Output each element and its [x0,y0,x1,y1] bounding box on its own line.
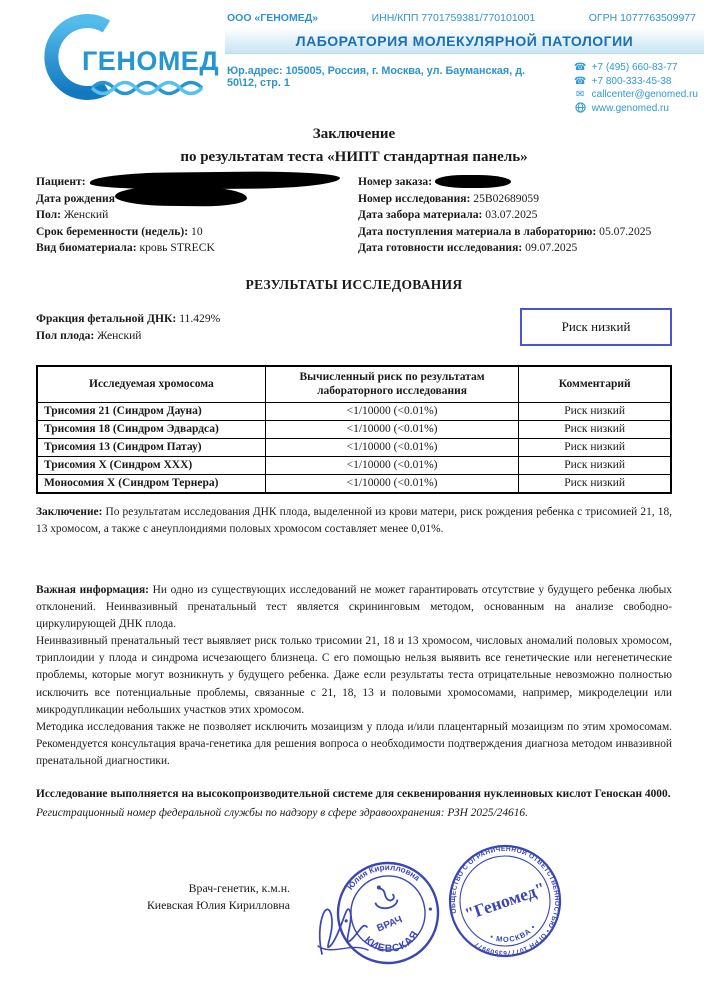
field-value: Женский [63,208,109,222]
doctor-title: Врач-генетик, к.м.н. [188,881,290,896]
study-number-line [358,191,672,208]
company-stamp-outer-text: ОБЩЕСТВО С ОГРАНИЧЕННОЙ ОТВЕТСТВЕННОСТЬЮ • ОГРН 1077763509977 [449,846,561,957]
doctor-signature-block [110,880,290,914]
legal-address: Юр.адрес: 105005, Россия, г. Москва, ул. Бауманская, д. 50\12, стр. 1 [227,65,526,89]
comment-cell: Риск низкий [519,420,671,438]
field-value: 05.07.2025 [599,224,652,238]
fetal-fraction-block [36,311,672,353]
company-name: ООО «ГЕНОМЕД» [227,12,319,24]
equipment-statement: Исследование выполняется на высокопроизводительной системе для секвенирования нуклеиновых кислот Геноскан 4000. [36,788,671,801]
contact-website [574,102,698,117]
header-top-row [225,12,704,28]
registration-number: Регистрационный номер федеральной службы по надзору в сфере здравоохранения: РЗН 2025/24616. [36,807,528,820]
globe-icon [574,102,587,117]
contact-email [574,88,698,102]
important-info-paragraph-2: Неинвазивный пренатальный тест выявляет риск только трисомии 21, 18 и 13 хромосом, числовых аномалий половых хромосом, триплоидии у плода и синдрома исчезающего близнеца. С его помощью нельзя выявить все генетические или негенетические проблемы, которые могут возникнуть у будущего ребенка. Даже если результаты теста отрицательные невозможно полностью исключить все потенциальные проблемы, связанные с 21, 18, 13 и половыми хромосомами, например, микроделеции или микродупликации небольших участков этих хромосом. [36,635,672,716]
received-date-line [358,224,672,241]
doctor-stamp-name-text: Юлия Кирилловна [345,863,422,892]
field-label: Срок беременности (недель): [36,224,189,238]
ogrn: ОГРН 1077763509977 [588,12,696,24]
field-label: Пациент: [36,175,86,188]
biomaterial-line [36,240,358,257]
contact-text: callcenter@genomed.ru [591,89,698,100]
table-row [37,402,671,420]
inn-kpp: ИНН/КПП 7701759381/770101001 [371,12,536,24]
field-value: 03.07.2025 [485,208,538,222]
patient-info-right [358,174,672,257]
column-header-chromosome: Исследуемая хромосома [37,366,265,402]
chromosome-cell: Трисомия X (Синдром XXX) [37,456,265,474]
table-header-row [37,366,671,402]
company-stamp-city-text: • МОСКВА • [488,922,538,945]
important-info-paragraph-1 [36,582,672,633]
document-title: Заключение [312,126,396,142]
redaction-order-number [435,175,511,188]
field-value: кровь STRECK [139,241,215,255]
chromosome-cell: Моносомия X (Синдром Тернера) [37,474,265,493]
contact-text: +7 (495) 660-83-77 [591,62,678,73]
doctor-stamp-vrach-text: ВРАЧ [375,914,405,935]
field-label: Дата поступления материала в лабораторию: [358,224,597,238]
header-bottom-row [225,54,704,116]
conclusion-paragraph [36,504,672,538]
risk-cell: <1/10000 (<0.01%) [265,420,519,438]
order-number-line [358,174,672,191]
field-value: 11.429% [179,311,221,325]
chromosome-cell: Трисомия 18 (Синдром Эдвардса) [37,420,265,438]
document-subtitle: по результатам теста «НИПТ стандартная панель» [180,149,528,165]
field-label: Дата готовности исследования: [358,241,523,255]
chromosome-cell: Трисомия 21 (Синдром Дауна) [37,402,265,420]
doctor-name: Киевская Юлия Кирилловна [146,898,290,913]
important-info-paragraph-3: Методика исследования также не позволяет исключить мозаицизм у плода и/или плацентарный мозаицизм по этим хромосомам. Рекомендуется консультация врача-генетика для решения вопроса о необходимости подтверждения диагноза методом инвазивной пренатальной диагностики. [36,720,672,768]
table-row [37,438,671,456]
contacts-block [574,61,698,116]
table-row [37,456,671,474]
contact-phone-1 [574,61,698,75]
logo-text: ГЕНОМЕД [82,46,220,76]
conclusion-label: Заключение: [36,505,103,518]
overall-risk-badge: Риск низкий [520,308,672,346]
field-value: 09.07.2025 [525,241,578,255]
contact-phone-2 [574,75,698,89]
risk-cell: <1/10000 (<0.01%) [265,456,519,474]
risk-cell: <1/10000 (<0.01%) [265,402,519,420]
comment-cell: Риск низкий [519,474,671,493]
genomed-logo [40,8,225,116]
redaction-birth-date [115,187,247,207]
contact-text: www.genomed.ru [591,103,669,114]
chromosome-cell: Трисомия 13 (Синдром Патау) [37,438,265,456]
field-label: Дата рождения [36,191,116,205]
lab-title-band: ЛАБОРАТОРИЯ МОЛЕКУЛЯРНОЙ ПАТОЛОГИИ [225,28,704,54]
patient-sex-line [36,207,358,224]
comment-cell: Риск низкий [519,438,671,456]
patient-dob-line [36,191,358,208]
signature-area [0,846,708,1000]
report-header [0,0,708,116]
doctor-round-stamp [325,850,451,976]
table-row [37,420,671,438]
contact-text: +7 800-333-45-38 [591,75,672,87]
ready-date-line [358,240,672,257]
patient-info [36,174,672,257]
field-value: 10 [191,224,203,238]
table-row [37,474,671,493]
results-table [36,365,672,494]
stamp-dot [344,919,348,923]
comment-cell: Риск низкий [519,402,671,420]
field-label: Пол: [36,208,62,222]
field-label: Фракция фетальной ДНК: [36,311,177,325]
field-value: 25B02689059 [473,191,539,205]
medical-snake-bowl-icon [373,884,398,910]
email-icon: ✉ [575,89,585,100]
column-header-risk: Вычисленный риск по результатам лабораторного исследования [265,366,519,402]
company-round-stamp [431,827,579,975]
risk-cell: <1/10000 (<0.01%) [265,474,519,493]
phone-icon: ☎ [573,75,587,87]
risk-cell: <1/10000 (<0.01%) [265,438,519,456]
field-label: Вид биоматериала: [36,241,137,255]
field-label: Номер исследования: [358,191,471,205]
field-label: Дата забора материала: [358,208,483,222]
conclusion-text: По результатам исследования ДНК плода, выделенной из крови матери, риск рождения ребенка с трисомией 21, 18, 13 хромосом, а также с анеуплоидиями половых хромосом составляет менее 0,01%. [36,505,672,535]
important-info-text-1: Ни одно из существующих исследований не может гарантировать отсутствие у будущего ребенка любых отклонений. Неинвазивный пренатальный тест является скрининговым методом, основанным на анализе свободно-циркулирующей ДНК плода. [36,583,672,631]
comment-cell: Риск низкий [519,456,671,474]
field-value: Женский [97,328,142,342]
field-label: Пол плода: [36,328,95,342]
field-label: Номер заказа: [358,175,433,188]
important-info-label: Важная информация: [36,583,149,596]
results-section-title: РЕЗУЛЬТАТЫ ИССЛЕДОВАНИЯ [245,276,463,292]
patient-info-left [36,174,358,257]
doctor-stamp-surname-text: КИЕВСКАЯ [361,928,422,956]
phone-icon: ☎ [573,62,587,73]
collection-date-line [358,207,672,224]
gestation-line [36,224,358,241]
column-header-comment: Комментарий [519,366,671,402]
header-right [225,8,704,116]
stamp-dot [429,908,433,912]
company-stamp-center-text: "Геномед" [462,878,548,925]
genomed-logo-icon [40,8,222,106]
